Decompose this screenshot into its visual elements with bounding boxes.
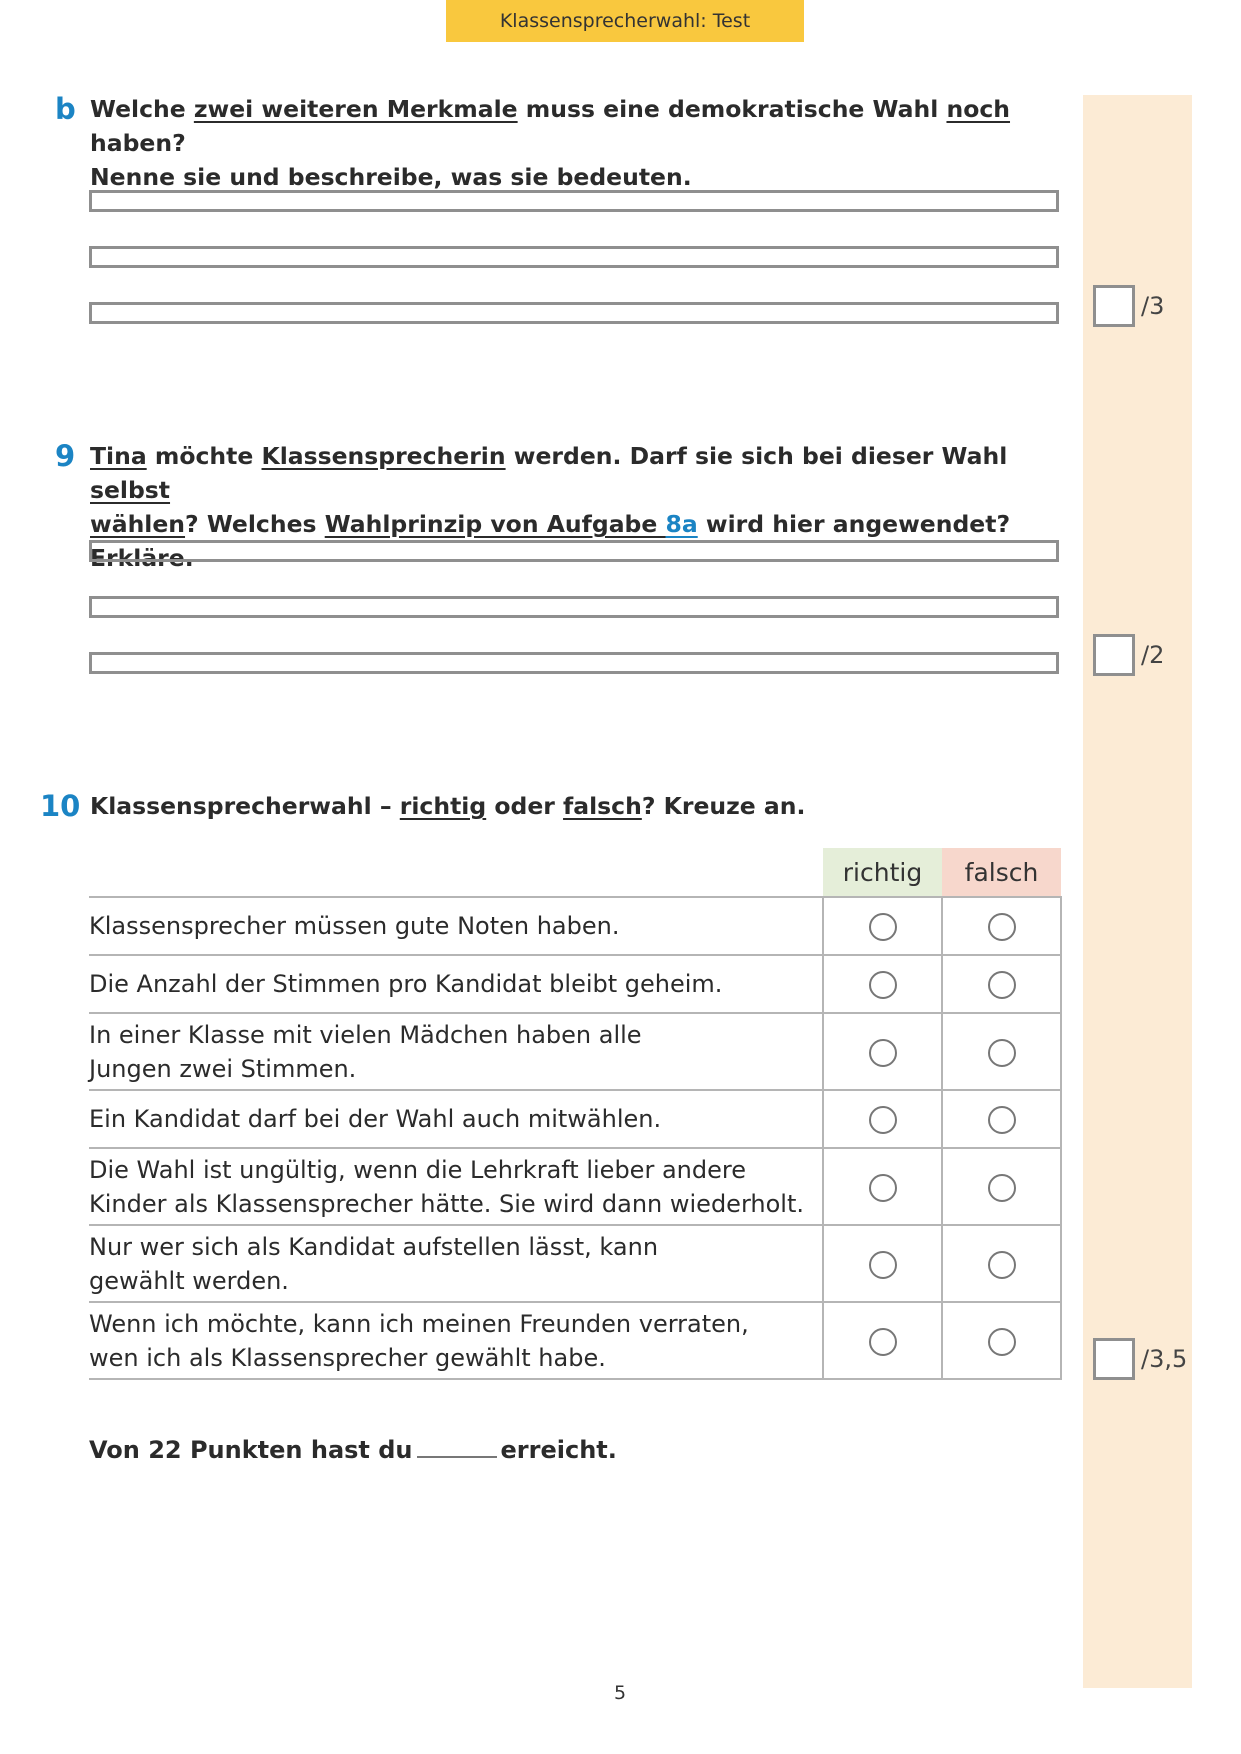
underlined-text: wählen (90, 510, 186, 538)
table-row (89, 1302, 1061, 1379)
table-row (89, 955, 1061, 1013)
page-number: 5 (613, 1682, 627, 1704)
statement-line: Kinder als Klassensprecher hätte. Sie wird dann wiederholt. (89, 1189, 804, 1218)
radio-button[interactable] (988, 1106, 1016, 1134)
summary-text: erreicht. (500, 1436, 617, 1464)
answer-line[interactable] (89, 190, 1059, 212)
task-number: 9 (55, 439, 76, 473)
underlined-text: Wahlprinzip von Aufgabe (324, 510, 666, 538)
underlined-text: Tina (90, 442, 147, 470)
statement-line: Klassensprecher müssen gute Noten haben. (89, 912, 620, 940)
statement-line: Wenn ich möchte, kann ich meinen Freunden verraten, (89, 1309, 749, 1338)
radio-button[interactable] (988, 913, 1016, 941)
option-richtig[interactable] (823, 1302, 942, 1379)
header-spacer (89, 848, 823, 897)
statement (89, 1302, 823, 1379)
text: muss eine demokratische Wahl (517, 95, 947, 123)
statement-line: Jungen zwei Stimmen. (89, 1054, 357, 1083)
radio-button[interactable] (988, 1039, 1016, 1067)
option-richtig[interactable] (823, 1013, 942, 1090)
option-falsch[interactable] (942, 897, 1061, 955)
option-falsch[interactable] (942, 1302, 1061, 1379)
option-richtig[interactable] (823, 1148, 942, 1225)
option-falsch[interactable] (942, 1090, 1061, 1148)
text: Nenne sie und beschreibe, was sie bedeuten. (90, 163, 692, 191)
summary-text: Von 22 Punkten hast du (89, 1436, 413, 1464)
score-max: /3,5 (1141, 1345, 1188, 1373)
score-max: /2 (1141, 641, 1165, 669)
underlined-text: falsch (563, 792, 642, 820)
score-box[interactable] (1093, 1338, 1135, 1380)
text: Welche (90, 95, 194, 123)
statement (89, 1090, 823, 1148)
option-falsch[interactable] (942, 1225, 1061, 1302)
underlined-text: Klassensprecherin (261, 442, 506, 470)
statement-line: wen ich als Klassensprecher gewählt habe. (89, 1343, 606, 1372)
statement (89, 1013, 823, 1090)
answer-line[interactable] (89, 540, 1059, 562)
radio-button[interactable] (869, 1106, 897, 1134)
task-question (90, 92, 1090, 194)
header-title: Klassensprecherwahl: Test (446, 0, 804, 42)
radio-button[interactable] (869, 913, 897, 941)
radio-button[interactable] (869, 1328, 897, 1356)
answer-line[interactable] (89, 596, 1059, 618)
text: ? Welches (185, 510, 325, 538)
underlined-text: richtig (399, 792, 487, 820)
table-row (89, 1090, 1061, 1148)
statement (89, 1148, 823, 1225)
table-row (89, 1225, 1061, 1302)
answer-line[interactable] (89, 652, 1059, 674)
option-falsch[interactable] (942, 1013, 1061, 1090)
radio-button[interactable] (869, 1174, 897, 1202)
text: haben? (90, 129, 186, 157)
answer-line[interactable] (89, 302, 1059, 324)
table-row (89, 1013, 1061, 1090)
task-number: b (55, 92, 76, 126)
statement-line: In einer Klasse mit vielen Mädchen haben alle (89, 1020, 642, 1049)
task-question (90, 789, 1090, 823)
statement-line: gewählt werden. (89, 1266, 289, 1295)
column-header-falsch: falsch (942, 848, 1061, 897)
table-row (89, 1148, 1061, 1225)
table-header-row (89, 848, 1061, 897)
radio-button[interactable] (869, 1039, 897, 1067)
column-header-richtig: richtig (823, 848, 942, 897)
underlined-text: selbst (90, 476, 171, 504)
radio-button[interactable] (988, 1251, 1016, 1279)
statement-line: Die Wahl ist ungültig, wenn die Lehrkraft lieber andere (89, 1155, 746, 1184)
statement-line: Ein Kandidat darf bei der Wahl auch mitwählen. (89, 1105, 662, 1133)
score-box[interactable] (1093, 285, 1135, 327)
statement-line: Nur wer sich als Kandidat aufstellen lässt, kann (89, 1232, 659, 1261)
radio-button[interactable] (988, 1328, 1016, 1356)
score-margin (1083, 95, 1192, 1688)
radio-button[interactable] (988, 1174, 1016, 1202)
text: möchte (146, 442, 262, 470)
text: ? Kreuze an. (641, 792, 806, 820)
answer-line[interactable] (89, 246, 1059, 268)
score-box[interactable] (1093, 634, 1135, 676)
option-richtig[interactable] (823, 955, 942, 1013)
true-false-table (89, 848, 1062, 1380)
underlined-text: noch (946, 95, 1011, 123)
text: werden. Darf sie sich bei dieser Wahl (505, 442, 1008, 470)
statement (89, 897, 823, 955)
points-summary (89, 1432, 617, 1467)
table-row (89, 897, 1061, 955)
radio-button[interactable] (869, 971, 897, 999)
option-richtig[interactable] (823, 897, 942, 955)
text: wird hier angewendet? Erkläre. (90, 510, 1011, 572)
radio-button[interactable] (988, 971, 1016, 999)
statement (89, 955, 823, 1013)
score-max: /3 (1141, 292, 1165, 320)
text: oder (486, 792, 564, 820)
underlined-text: zwei weiteren Merkmale (193, 95, 518, 123)
option-richtig[interactable] (823, 1225, 942, 1302)
statement-line: Die Anzahl der Stimmen pro Kandidat bleibt geheim. (89, 970, 723, 998)
task-number: 10 (40, 789, 81, 823)
task-reference: 8a (665, 510, 698, 538)
text: Klassensprecherwahl – (90, 792, 400, 820)
option-falsch[interactable] (942, 1148, 1061, 1225)
option-falsch[interactable] (942, 955, 1061, 1013)
radio-button[interactable] (869, 1251, 897, 1279)
option-richtig[interactable] (823, 1090, 942, 1148)
statement (89, 1225, 823, 1302)
points-blank[interactable] (417, 1432, 497, 1458)
